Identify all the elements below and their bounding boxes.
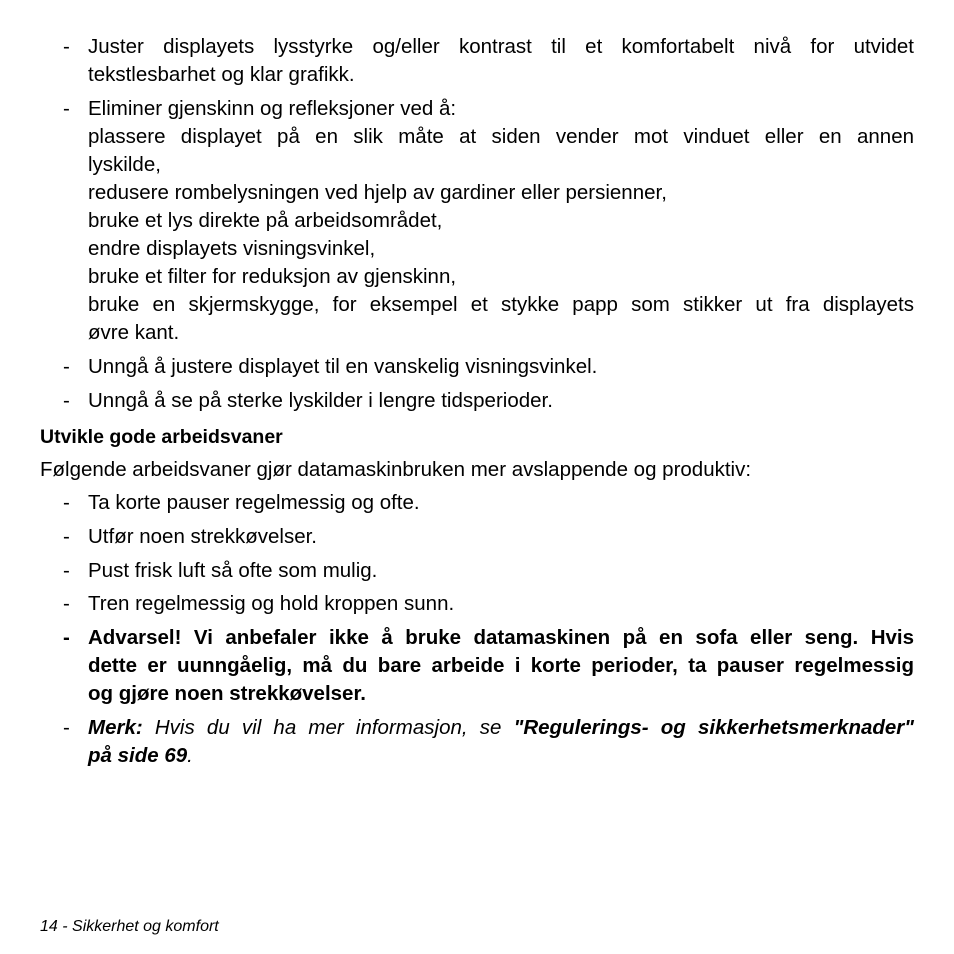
note-label: Merk: — [88, 716, 143, 739]
note-line — [88, 714, 914, 742]
warning-text: og gjøre noen strekkøvelser. — [88, 682, 366, 705]
glare-tips-list — [0, 95, 954, 347]
list-item-text: Tren regelmessig og hold kroppen sunn. — [88, 592, 455, 615]
warning-item-wrapper — [0, 624, 954, 708]
list-item — [0, 523, 914, 551]
bullet-dash: - — [63, 35, 70, 58]
list-item-wrapper — [0, 489, 954, 517]
list-item-text: Juster displayets lysstyrke og/eller kontrast til et komfortabelt nivå for utvidet — [88, 35, 914, 58]
bullet-dash: - — [63, 716, 70, 739]
bullet-dash: - — [63, 491, 70, 514]
bullet-dash: - — [63, 592, 70, 615]
list-item — [0, 557, 914, 585]
list-item — [0, 387, 914, 415]
note-text: Hvis du vil ha mer informasjon, se — [154, 716, 502, 739]
list-item — [0, 95, 914, 347]
list-item-text: bruke et lys direkte på arbeidsområdet, — [88, 209, 443, 232]
list-item-text: Ta korte pauser regelmessig og ofte. — [88, 491, 420, 514]
list-item — [0, 353, 914, 381]
list-item-text: Pust frisk luft så ofte som mulig. — [88, 559, 378, 582]
note-end: . — [187, 744, 193, 767]
bullet-dash: - — [63, 389, 70, 412]
list-item-text: øvre kant. — [88, 321, 180, 344]
note-line — [88, 742, 914, 770]
list-item-text: plassere displayet på en slik måte at siden vender mot vinduet eller en annen — [88, 125, 914, 148]
display-tips-list — [0, 33, 954, 89]
list-item-text: Unngå å se på sterke lyskilder i lengre tidsperioder. — [88, 389, 553, 412]
list-item-text: Eliminer gjenskinn og refleksjoner ved å: — [88, 97, 457, 120]
note-item-wrapper — [0, 714, 954, 770]
list-item-text: endre displayets visningsvinkel, — [88, 237, 376, 260]
bullet-dash: - — [63, 559, 70, 582]
list-item-text: Unngå å justere displayet til en vanskelig visningsvinkel. — [88, 355, 598, 378]
warning-item — [0, 624, 914, 708]
note-item — [0, 714, 914, 770]
bullet-dash: - — [63, 626, 70, 649]
list-item-text: tekstlesbarhet og klar grafikk. — [88, 63, 355, 86]
note-reference-page[interactable]: på side 69 — [88, 744, 188, 767]
list-item-text: Utfør noen strekkøvelser. — [88, 525, 317, 548]
list-item-wrapper — [0, 523, 954, 551]
bullet-dash: - — [63, 525, 70, 548]
note-reference-link[interactable]: "Regulerings- og sikkerhetsmerknader" — [513, 716, 914, 739]
warning-text: dette er uunngåelig, må du bare arbeide i korte perioder, ta pauser regelmessig — [88, 654, 914, 677]
list-item — [0, 33, 914, 89]
warning-text: Advarsel! Vi anbefaler ikke å bruke datamaskinen på en sofa eller seng. Hvis — [88, 626, 914, 649]
list-item-text: lyskilde, — [88, 153, 161, 176]
bullet-dash: - — [63, 355, 70, 378]
page-footer: 14 - Sikkerhet og komfort — [40, 918, 219, 935]
list-item — [0, 590, 914, 618]
section-intro: Følgende arbeidsvaner gjør datamaskinbruken mer avslappende og produktiv: — [40, 458, 752, 481]
list-item-wrapper — [0, 557, 954, 585]
section-heading: Utvikle gode arbeidsvaner — [40, 426, 283, 448]
list-item-wrapper — [0, 590, 954, 618]
list-item-wrapper — [0, 353, 954, 381]
list-item-text: redusere rombelysningen ved hjelp av gardiner eller persienner, — [88, 181, 667, 204]
list-item-text: bruke en skjermskygge, for eksempel et stykke papp som stikker ut fra displayets — [88, 293, 914, 316]
bullet-dash: - — [63, 97, 70, 120]
list-item — [0, 489, 914, 517]
list-item-wrapper — [0, 387, 954, 415]
list-item-text: bruke et filter for reduksjon av gjenskinn, — [88, 265, 457, 288]
